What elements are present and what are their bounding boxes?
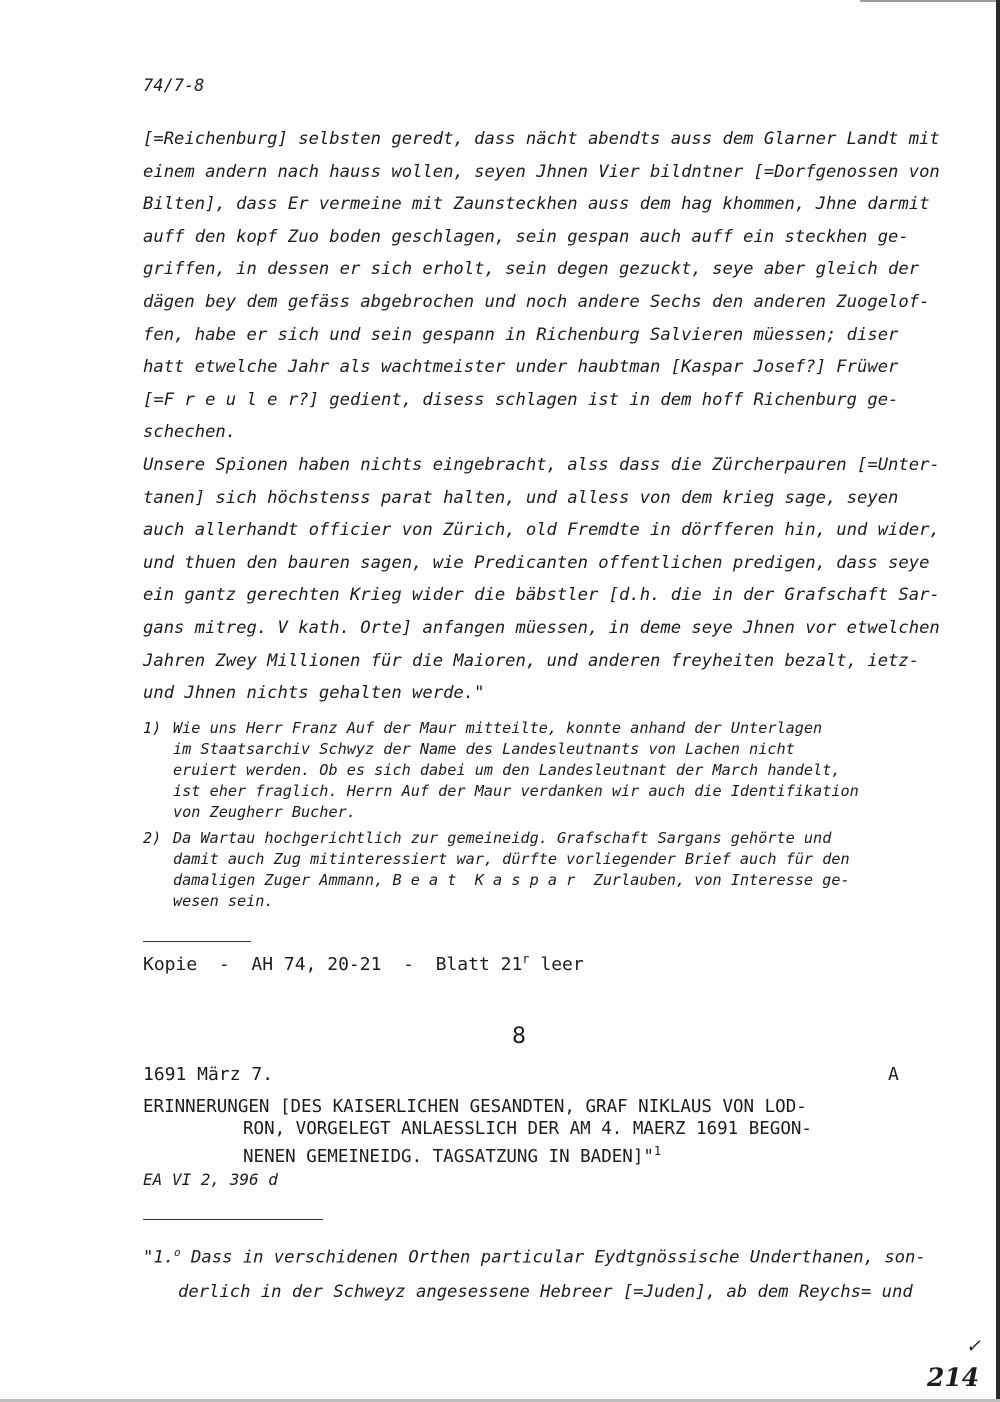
- text-line: hatt etwelche Jahr als wachtmeister under haubtman [Kaspar Josef?] Früwer: [143, 357, 899, 378]
- final-line: [143, 1236, 933, 1275]
- source-reference: EA VI 2, 396 d: [143, 1170, 278, 1189]
- text-line: Da Wartau hochgerichtlich zur gemeineidg. Grafschaft Sargans gehörte und: [173, 829, 832, 847]
- copy-reference-text: Kopie - AH 74, 20-21 - Blatt 21: [143, 954, 523, 975]
- text-line: ist eher fraglich. Herrn Auf der Maur verdanken wir auch die Identifikation: [173, 782, 859, 800]
- heading-line: ERINNERUNGEN [DES KAISERLICHEN GESANDTEN, GRAF NIKLAUS VON LOD-: [143, 1097, 807, 1117]
- scan-edge-right: [996, 0, 1000, 1402]
- footnote-number: 2): [143, 829, 162, 847]
- text-line: von Zeugherr Bucher.: [173, 803, 356, 821]
- item-marker-sup: o: [174, 1246, 181, 1259]
- item-marker: "1.: [143, 1247, 175, 1268]
- text-line: ein gantz gerechten Krieg wider die bäbstler [d.h. die in der Grafschaft Sar-: [143, 585, 940, 606]
- heading-footnote-ref: 1: [653, 1144, 662, 1158]
- final-line-text: Dass in verschidenen Orthen particular Eydtgnössische Underthanen, son-: [180, 1247, 926, 1268]
- page-number: 74/7-8: [143, 76, 205, 96]
- text-line: und Jhnen nichts gehalten werde.": [143, 683, 485, 704]
- final-paragraph: [143, 1236, 933, 1309]
- text-line: auff den kopf Zuo boden geschlagen, sein gespan auch auff ein steckhen ge-: [143, 226, 909, 247]
- text-line: fen, habe er sich und sein gespann in Richenburg Salvieren müessen; diser: [143, 324, 899, 345]
- text-line: tanen] sich höchstenss parat halten, und alless von dem krieg sage, seyen: [143, 487, 899, 508]
- handwritten-page-number: 214: [927, 1363, 980, 1392]
- text-line: im Staatsarchiv Schwyz der Name des Landesleutnants von Lachen nicht: [173, 740, 795, 758]
- text-line: einem andern nach hauss wollen, seyen Jhnen Vier bildntner [=Dorfgenossen von: [143, 161, 940, 182]
- copy-reference-superscript: r: [522, 952, 530, 966]
- scan-edge-top: [860, 0, 1000, 2]
- document-date: 1691 März 7.: [143, 1064, 274, 1085]
- text-line: wesen sein.: [173, 892, 274, 910]
- copy-reference-suffix: leer: [529, 954, 584, 975]
- final-line: derlich in der Schweyz angesessene Hebreer [=Juden], ab dem Reychs= und: [178, 1281, 913, 1302]
- separator-rule: [143, 941, 251, 942]
- separator-rule: [143, 1219, 323, 1220]
- text-line: gans mitreg. V kath. Orte] anfangen müessen, in deme seye Jhnen vor etwelchen: [143, 617, 940, 638]
- footnotes: [143, 718, 943, 912]
- text-line: damaligen Zuger Ammann, B e a t K a s p a r Zurlauben, von Interesse ge-: [173, 871, 850, 889]
- text-line: und thuen den bauren sagen, wie Predicanten offentlichen predigen, dass seye: [143, 552, 930, 573]
- text-line: Wie uns Herr Franz Auf der Maur mitteilte, konnte anhand der Unterlagen: [173, 719, 823, 737]
- footnote-1: [143, 718, 943, 823]
- footnote-text: [173, 718, 943, 823]
- text-line: damit auch Zug mitinteressiert war, dürfte vorliegender Brief auch für den: [173, 850, 850, 868]
- heading-line-text: NENEN GEMEINEIDG. TAGSATZUNG IN BADEN]": [243, 1146, 654, 1167]
- text-line: Unsere Spionen haben nichts eingebracht, alss dass die Zürcherpauren [=Unter-: [143, 454, 940, 475]
- heading-line: RON, VORGELEGT ANLAESSLICH DER AM 4. MAERZ 1691 BEGON-: [243, 1119, 812, 1139]
- document-number: 8: [512, 1024, 526, 1049]
- copy-reference: [143, 952, 584, 975]
- text-line: [=Reichenburg] selbsten geredt, dass nächt abendts auss dem Glarner Landt mit: [143, 129, 940, 149]
- handwritten-page-stamp: [927, 1336, 991, 1392]
- quoted-text-block: [143, 123, 940, 710]
- document-heading: [143, 1096, 923, 1168]
- text-line: Jahren Zwey Millionen für die Maioren, und anderen freyheiten bezalt, ietz-: [143, 650, 920, 671]
- footnote-number: 1): [143, 719, 162, 737]
- text-line: [=F r e u l e r?] gedient, disess schlagen ist in dem hoff Richenburg ge-: [143, 389, 899, 410]
- text-line: eruiert werden. Ob es sich dabei um den Landesleutnant der March handelt,: [173, 761, 841, 779]
- footnote-2: [143, 828, 943, 912]
- heading-line: [143, 1140, 923, 1168]
- text-line: Bilten], dass Er vermeine mit Zaunsteckhen auss dem hag khommen, Jhne darmit: [143, 194, 930, 215]
- footnote-text: [173, 828, 943, 912]
- text-line: schechen.: [143, 422, 237, 443]
- check-mark-icon: ✓: [965, 1336, 981, 1357]
- document-letter: A: [888, 1064, 899, 1085]
- text-line: dägen bey dem gefäss abgebrochen und noch andere Sechs den anderen Zuogelof-: [143, 291, 930, 312]
- text-line: auch allerhandt officier von Zürich, old Fremdte in dörfferen hin, und wider,: [143, 520, 940, 541]
- text-line: griffen, in dessen er sich erholt, sein degen gezuckt, seye aber gleich der: [143, 259, 920, 280]
